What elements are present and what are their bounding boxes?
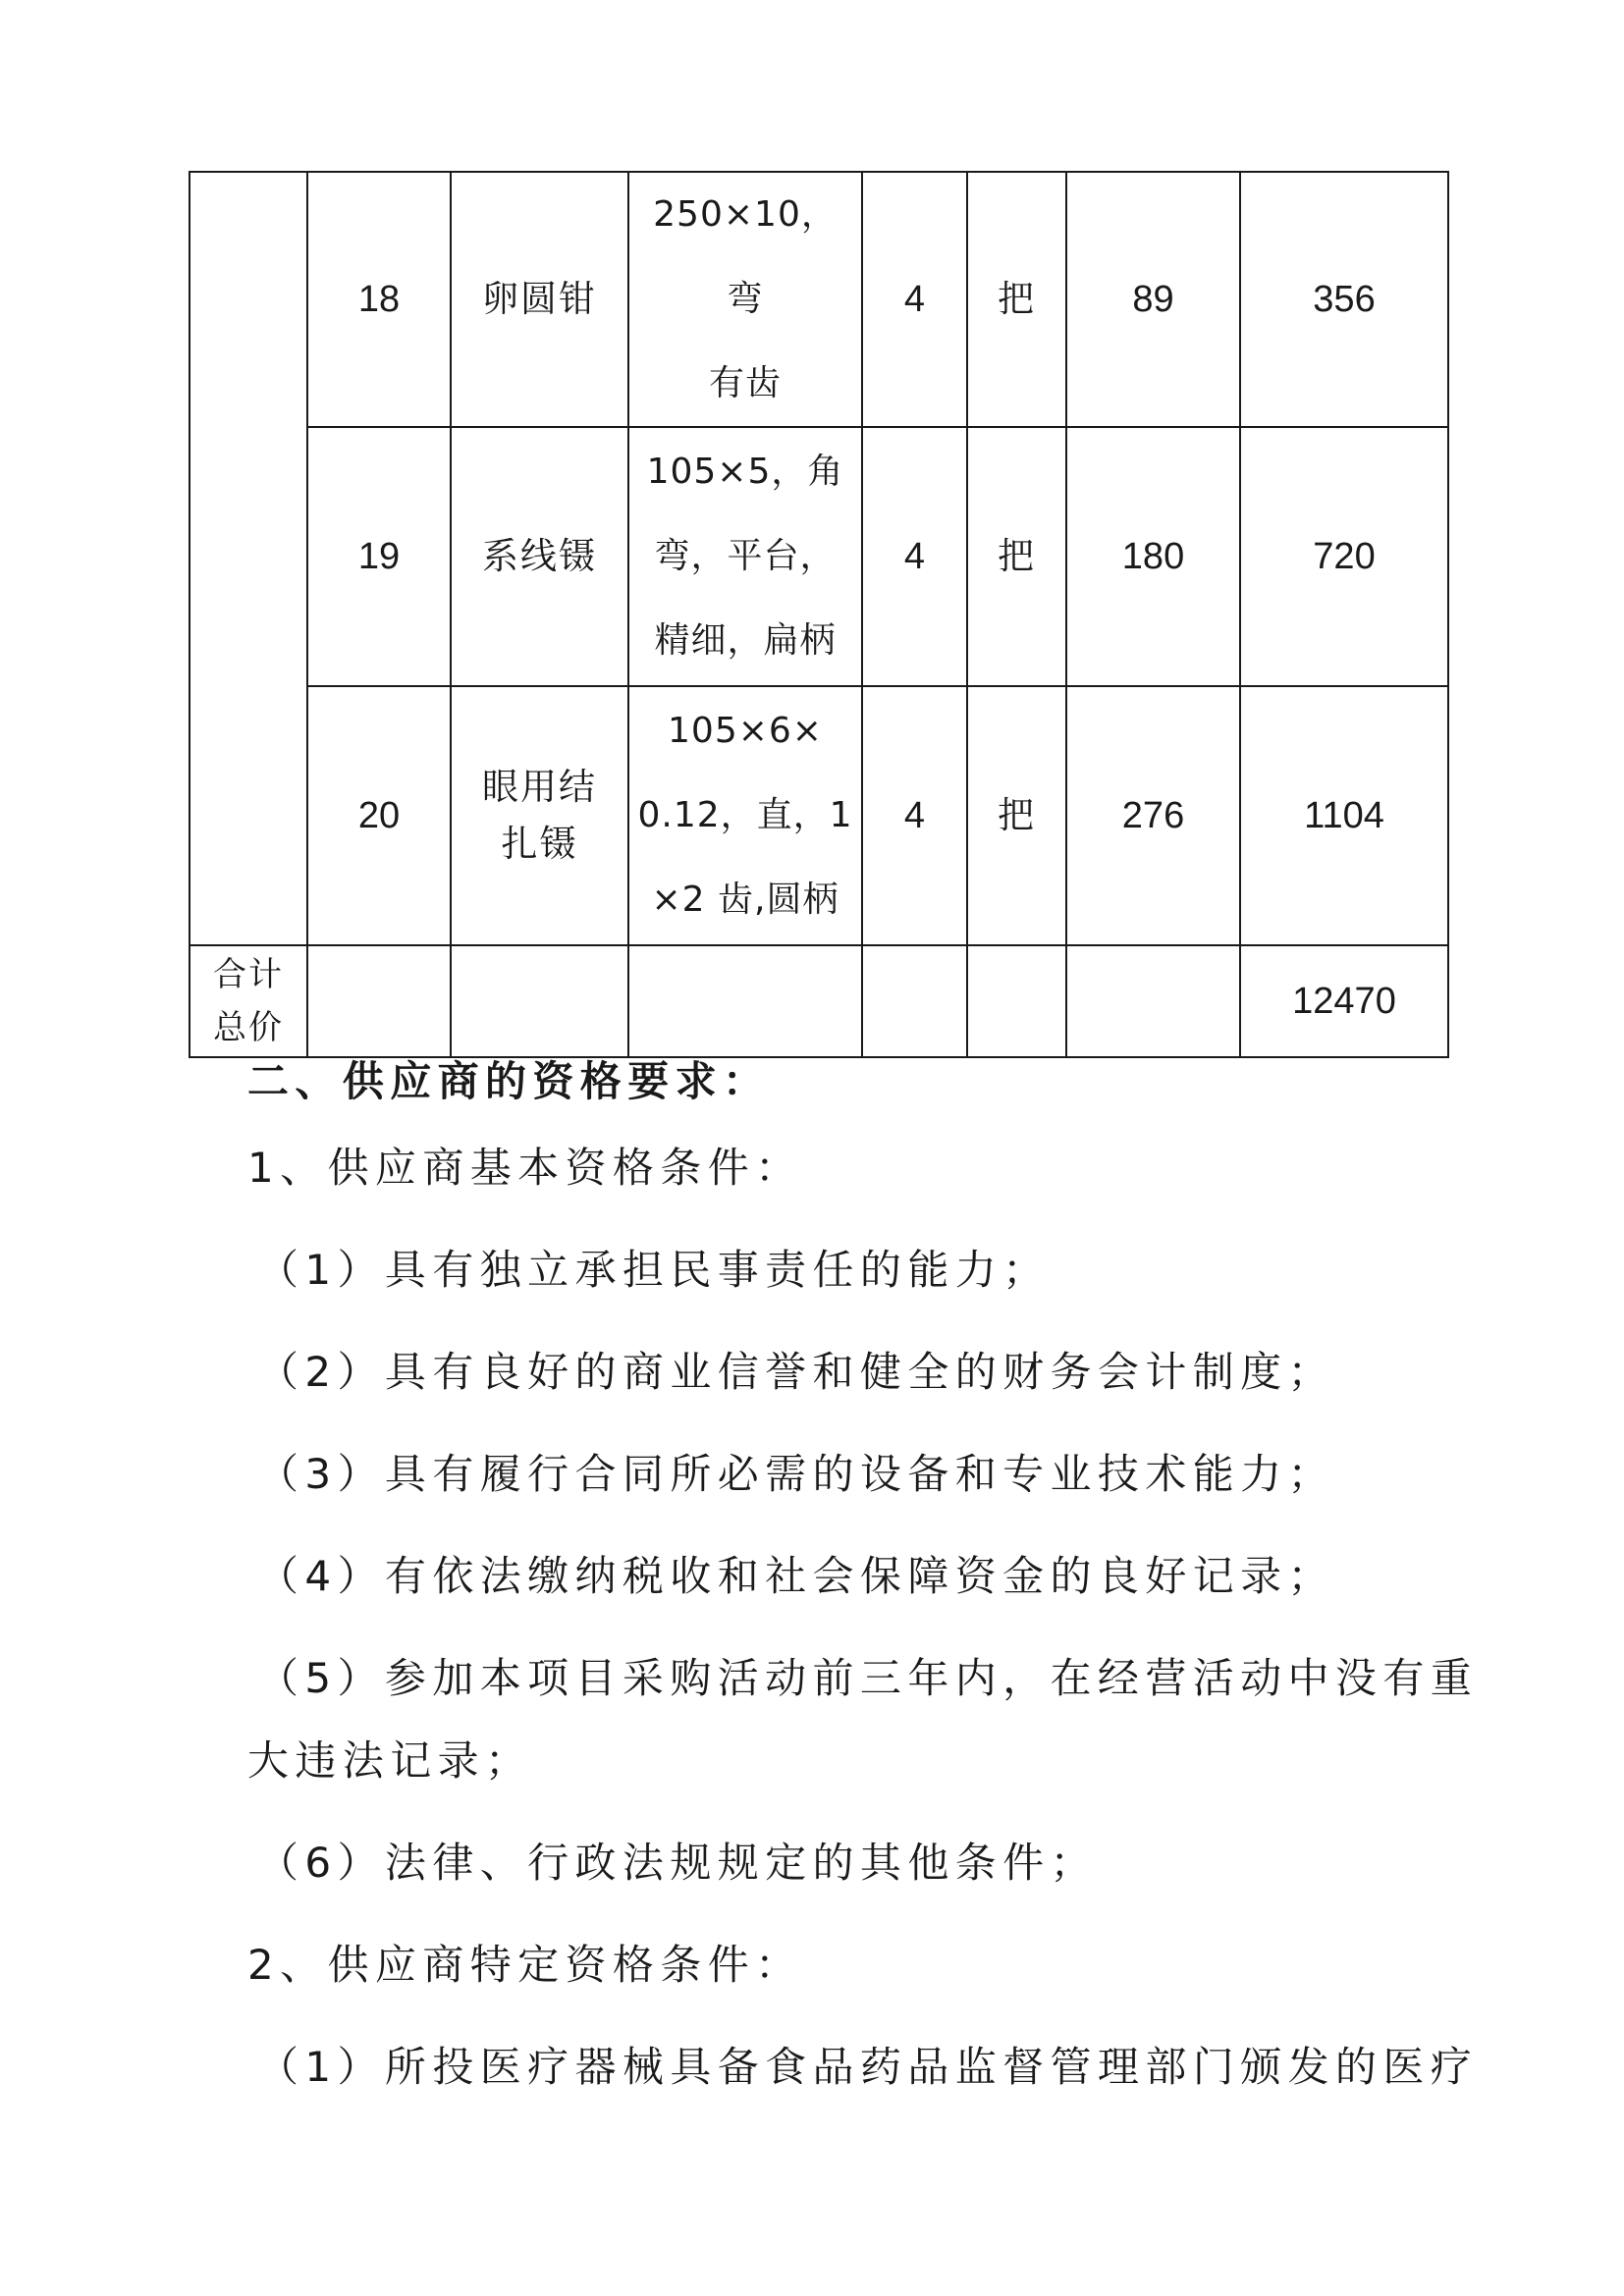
special-qualification-title: 2、供应商特定资格条件： [247, 1941, 803, 1989]
section-heading: 二、供应商的资格要求： [247, 1057, 771, 1105]
spec-line: 有齿 [708, 363, 782, 403]
item-amount-cell: 1104 [1240, 686, 1448, 945]
spec-line: ×2 齿,圆柄 [651, 880, 839, 920]
total-row [189, 945, 1448, 1057]
empty-cell [307, 945, 451, 1057]
item-price-cell: 89 [1066, 172, 1240, 427]
item-price-cell: 276 [1066, 686, 1240, 945]
item-amount-cell: 720 [1240, 427, 1448, 686]
item-amount-cell: 356 [1240, 172, 1448, 427]
name-line: 扎镊 [501, 823, 578, 865]
category-cell [189, 172, 307, 945]
table-row [189, 172, 1448, 427]
special-item-1: （1）所投医疗器械具备食品药品监督管理部门颁发的医疗 [257, 2043, 1479, 2091]
basic-item-5-cont: 大违法记录； [247, 1736, 533, 1785]
spec-line: 弯，平台， [654, 536, 837, 576]
empty-cell [451, 945, 628, 1057]
item-unit-cell: 把 [967, 172, 1066, 427]
basic-item-3: （3）具有履行合同所必需的设备和专业技术能力； [257, 1450, 1335, 1498]
total-amount-cell: 12470 [1240, 945, 1448, 1057]
empty-cell [628, 945, 862, 1057]
empty-cell [967, 945, 1066, 1057]
item-no-cell: 18 [307, 172, 451, 427]
total-label-line: 合计 [213, 955, 284, 994]
total-label-line: 总价 [213, 1008, 284, 1047]
empty-cell [862, 945, 967, 1057]
item-spec-cell [628, 172, 862, 427]
spec-line: 105×5，角 [646, 452, 844, 492]
basic-item-5: （5）参加本项目采购活动前三年内，在经营活动中没有重 [257, 1654, 1479, 1702]
spec-line: 105×6× [668, 711, 823, 751]
item-qty-cell: 4 [862, 686, 967, 945]
basic-item-4: （4）有依法缴纳税收和社会保障资金的良好记录； [257, 1552, 1335, 1600]
table-row [189, 427, 1448, 686]
item-spec-cell [628, 427, 862, 686]
basic-item-1: （1）具有独立承担民事责任的能力； [257, 1246, 1051, 1294]
item-name-cell: 系线镊 [451, 427, 628, 686]
total-label-cell [189, 945, 307, 1057]
item-unit-cell: 把 [967, 686, 1066, 945]
item-no-cell: 20 [307, 686, 451, 945]
basic-item-2: （2）具有良好的商业信誉和健全的财务会计制度； [257, 1348, 1335, 1396]
item-unit-cell: 把 [967, 427, 1066, 686]
item-price-cell: 180 [1066, 427, 1240, 686]
spec-line: 精细，扁柄 [654, 620, 837, 661]
item-no-cell: 19 [307, 427, 451, 686]
table-row [189, 686, 1448, 945]
items-table [189, 171, 1449, 1058]
name-line: 眼用结 [482, 766, 597, 808]
basic-item-6: （6）法律、行政法规规定的其他条件； [257, 1839, 1098, 1887]
spec-line: 0.12，直，1 [637, 795, 853, 835]
item-qty-cell: 4 [862, 172, 967, 427]
spec-line: 250×10，弯 [653, 194, 838, 319]
empty-cell [1066, 945, 1240, 1057]
item-spec-cell [628, 686, 862, 945]
item-qty-cell: 4 [862, 427, 967, 686]
basic-qualification-title: 1、供应商基本资格条件： [247, 1144, 803, 1192]
item-name-cell [451, 686, 628, 945]
item-name-cell: 卵圆钳 [451, 172, 628, 427]
